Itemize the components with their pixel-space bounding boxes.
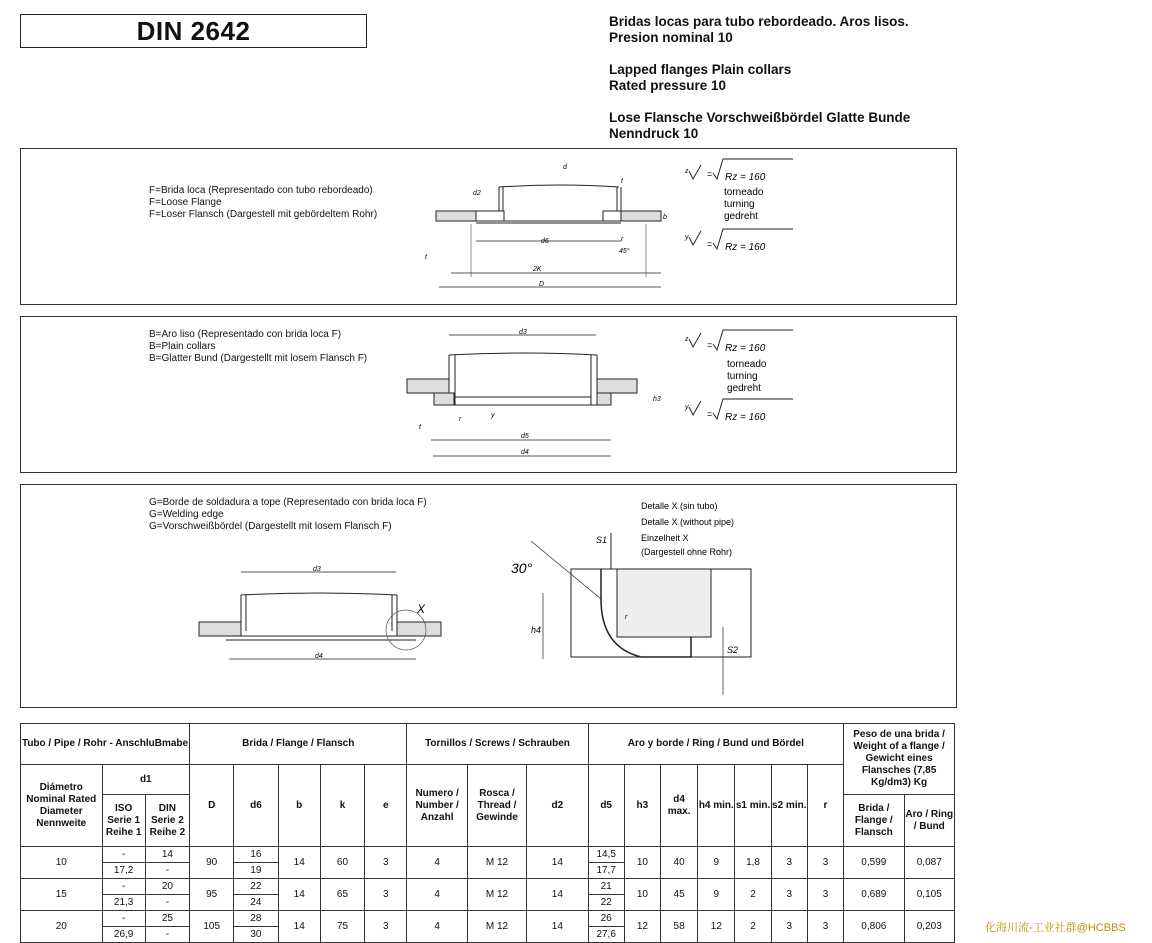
svg-text:=: = — [707, 340, 713, 350]
label-r: r — [459, 416, 462, 423]
label-t: t — [621, 178, 623, 185]
title-group-en — [609, 62, 1049, 94]
label-y: y — [491, 412, 495, 419]
rough-y-symbol: y — [685, 234, 689, 241]
title-line: Presion nominal 10 — [609, 30, 733, 45]
rough-word: gedreht — [727, 383, 761, 394]
dimensions-table — [20, 723, 955, 943]
col-e: e — [365, 765, 407, 847]
panel-caption: B=Aro liso (Representado con brida loca F) B=Plain collars B=Glatter Bund (Dargestellt mit losem Flansch F) — [149, 329, 368, 364]
rough-y-value: Rz = 160 — [725, 412, 766, 423]
label-r: r — [621, 236, 624, 243]
panel-welding-edge — [20, 484, 957, 708]
label-s1: S1 — [596, 535, 608, 545]
rough-y-symbol: y — [685, 404, 689, 411]
col-din: DIN Serie 2 Reihe 2 — [145, 795, 189, 847]
panel-loose-flange — [20, 148, 957, 305]
table-row: 26,9 - 30 27,6 — [21, 927, 955, 943]
col-d2: d2 — [527, 765, 588, 847]
title-line: Bridas locas para tubo rebordeado. Aros lisos. — [609, 14, 909, 29]
label-30: 30° — [511, 560, 533, 576]
panel-plain-collar — [20, 316, 957, 473]
group-weight: Peso de una brida / Weight of a flange / Gewicht eines Flansches (7,85 Kg/dm3) Kg — [844, 724, 955, 795]
col-dn: Diámetro Nominal Rated Diameter Nennweite — [21, 765, 103, 847]
title-line: Lose Flansche Vorschweißbördel Glatte Bunde — [609, 110, 911, 125]
group-flange: Brida / Flange / Flansch — [190, 724, 407, 765]
title-line: Rated pressure 10 — [609, 78, 727, 93]
detail-line: Detalle X (sin tubo) — [641, 501, 718, 511]
label-x: X — [417, 602, 426, 616]
table-row: 10 - 14 90 16 14 60 3 4 M 12 14 14,5 10 40 9 1,8 3 3 0,599 0,087 — [21, 847, 955, 863]
col-iso: ISO Serie 1 Reihe 1 — [102, 795, 145, 847]
label-d2: d2 — [473, 190, 481, 197]
watermark: 化海川流-工业社群@HCBBS — [985, 922, 1126, 934]
rough-word: gedreht — [724, 211, 758, 222]
col-k: k — [320, 765, 364, 847]
rough-z-value: Rz = 160 — [725, 172, 766, 183]
label-45: 45° — [619, 248, 630, 255]
svg-text:=: = — [707, 409, 713, 419]
label-h4: h4 — [531, 625, 542, 635]
table-row: 21,3 - 24 22 — [21, 895, 955, 911]
panel-caption: F=Brida loca (Representado con tubo rebordeado) F=Loose Flange F=Loser Flansch (Dargestell mit gebördeltem Rohr) — [149, 185, 378, 220]
col-s1: s1 min. — [735, 765, 771, 847]
label-d3: d3 — [313, 566, 321, 573]
col-w-ring: Aro / Ring / Bund — [904, 795, 955, 847]
label-h3: h3 — [653, 396, 661, 403]
title-group-de — [609, 110, 1049, 142]
col-d4: d4 max. — [661, 765, 698, 847]
rough-z-value: Rz = 160 — [725, 343, 766, 354]
group-ring: Aro y borde / Ring / Bund und Bördel — [588, 724, 844, 765]
detail-line: Einzelheit X — [641, 533, 689, 543]
svg-text:=: = — [707, 239, 713, 249]
rough-word: turning — [727, 371, 758, 382]
rough-word: turning — [724, 199, 755, 210]
title-line: Nenndruck 10 — [609, 126, 699, 141]
col-d1: d1 — [102, 765, 190, 795]
col-h3: h3 — [624, 765, 660, 847]
label-d6: d6 — [541, 238, 549, 245]
col-w-flange: Brida / Flange / Flansch — [844, 795, 904, 847]
flange-drawing — [21, 149, 956, 304]
standard-title: DIN 2642 — [20, 14, 367, 48]
rough-word: torneado — [727, 359, 767, 370]
welding-drawing — [21, 485, 956, 707]
panel-caption: G=Borde de soldadura a tope (Representado con brida loca F) G=Welding edge G=Vorschweißbördel (Dargestellt mit losem Flansch F) — [149, 497, 427, 532]
multilingual-titles — [609, 14, 1049, 158]
col-d5: d5 — [588, 765, 624, 847]
col-D: D — [190, 765, 234, 847]
collar-drawing — [21, 317, 956, 472]
label-t2: t — [425, 254, 427, 261]
col-h4: h4 min. — [698, 765, 735, 847]
detail-line: Detalle X (without pipe) — [641, 517, 735, 527]
rough-z-symbol: z — [685, 336, 689, 343]
label-b: b — [663, 214, 667, 221]
col-d6: d6 — [234, 765, 278, 847]
col-b: b — [278, 765, 320, 847]
label-t: t — [419, 424, 421, 431]
detail-line: (Dargestell ohne Rohr) — [641, 547, 733, 557]
table-row: 20 - 25 105 28 14 75 3 4 M 12 14 26 12 58 12 2 3 3 0,806 0,203 — [21, 911, 955, 927]
col-s2: s2 min. — [771, 765, 807, 847]
label-d5: d5 — [521, 433, 529, 440]
label-2k: 2K — [533, 266, 542, 273]
table-row: 17,2 - 19 17,7 — [21, 863, 955, 879]
col-r: r — [807, 765, 843, 847]
label-d4: d4 — [521, 449, 529, 456]
label-d3: d3 — [519, 329, 527, 336]
label-d: d — [563, 164, 567, 171]
table-row: 15 - 20 95 22 14 65 3 4 M 12 14 21 10 45 9 2 3 3 0,689 0,105 — [21, 879, 955, 895]
group-pipe: Tubo / Pipe / Rohr - AnschluBmabe — [21, 724, 190, 765]
rough-word: torneado — [724, 187, 764, 198]
svg-text:=: = — [707, 169, 713, 179]
title-line: Lapped flanges Plain collars — [609, 62, 792, 77]
col-num: Numero / Number / Anzahl — [407, 765, 467, 847]
title-group-es — [609, 14, 1049, 46]
group-screws: Tornillos / Screws / Schrauben — [407, 724, 588, 765]
label-r: r — [625, 614, 628, 621]
label-d4: d4 — [315, 653, 323, 660]
label-D: D — [539, 281, 545, 288]
col-thread: Rosca / Thread / Gewinde — [467, 765, 526, 847]
rough-y-value: Rz = 160 — [725, 242, 766, 253]
rough-z-symbol: z — [685, 168, 689, 175]
label-s2: S2 — [727, 645, 739, 655]
